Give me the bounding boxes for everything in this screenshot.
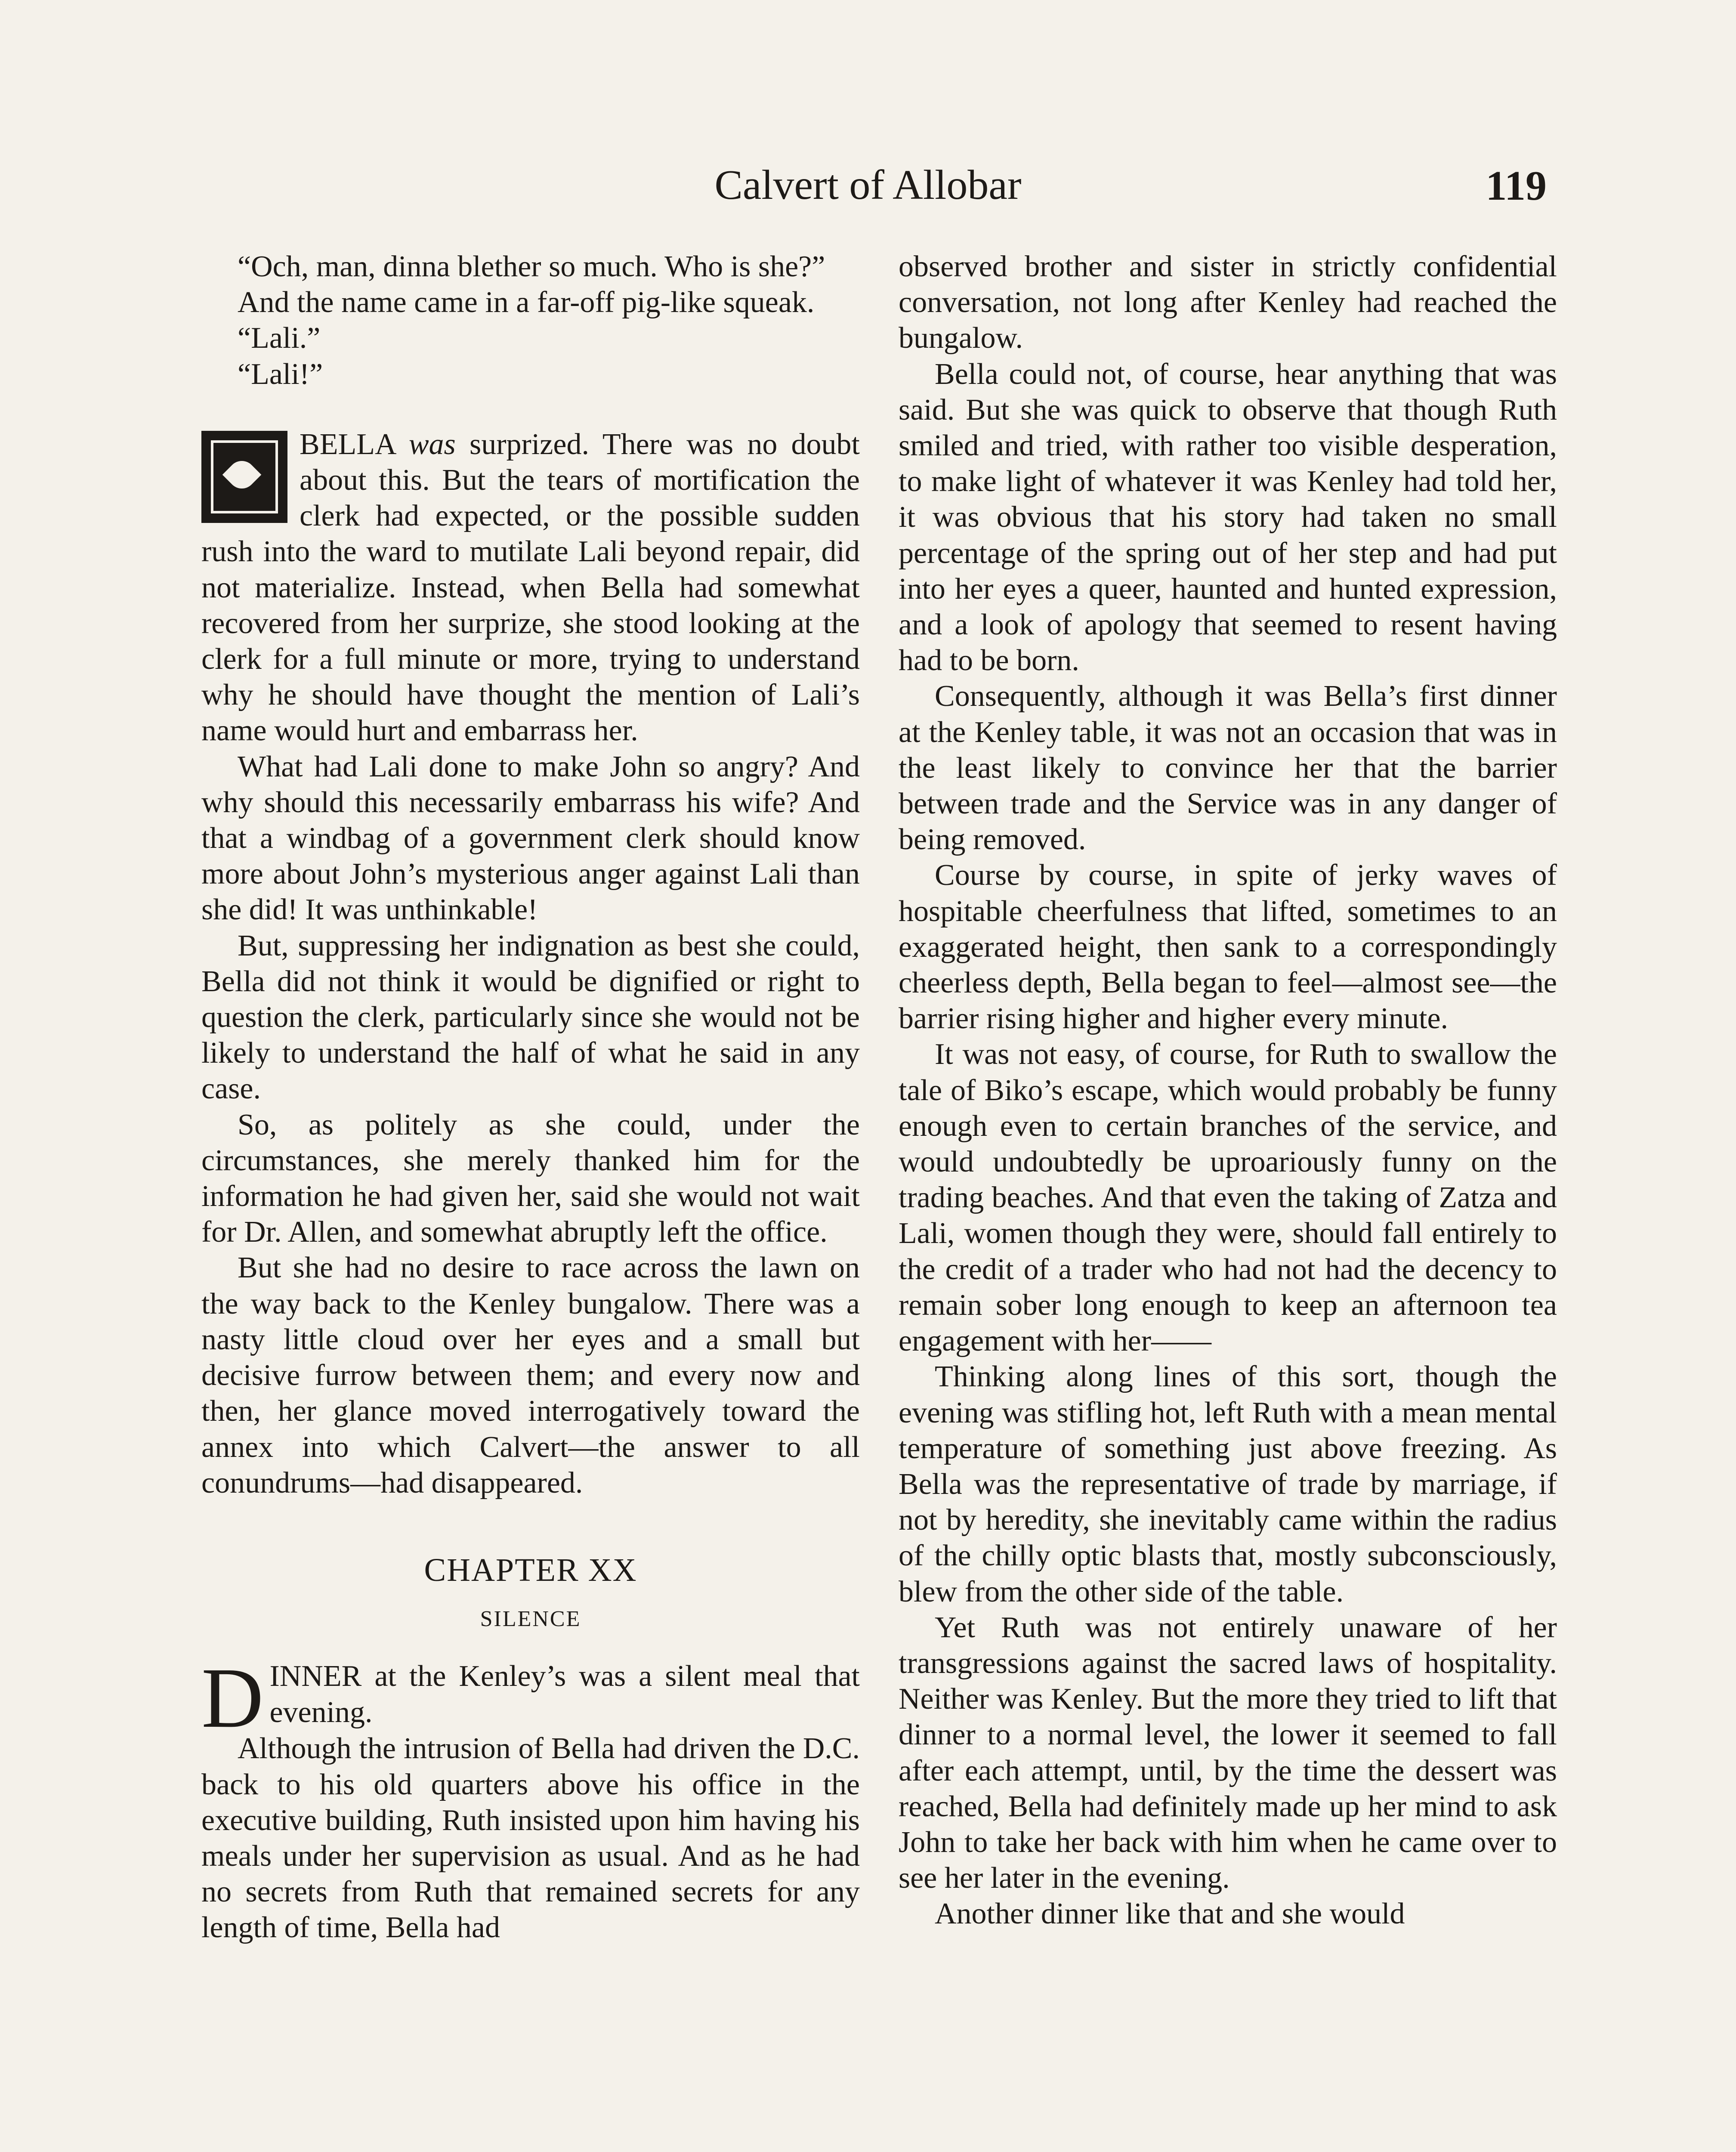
paragraph: Although the intrusion of Bella had driven the D.C. back to his old quarters above his office in the executive building, Ruth insisted upon him having his meals under her supervision as usual. And as he had no secrets from Ruth that remained secrets for any length of time, Bella had [201, 1732, 860, 1945]
paragraph: What had Lali done to make John so angry? And why should this necessarily embarrass his wife? And that a windbag of a government clerk should know more about John’s mysterious anger against Lali than she did! It was unthinkable! [201, 750, 860, 927]
paragraph-with-drop-cap [201, 1651, 860, 1746]
right-column [899, 249, 1557, 1932]
paragraph: observed brother and sister in strictly confidential conversation, not long after Kenley had reached the bungalow. [899, 250, 1557, 355]
paragraph: So, as politely as she could, under the circumstances, she merely thanked him for the information he had given her, said she would not wait for Dr. Allen, and somewhat abruptly left the office. [201, 1108, 860, 1249]
chapter-subtitle: SILENCE [480, 1607, 581, 1632]
ornamental-initial-icon [201, 431, 287, 523]
paragraph: Consequently, although it was Bella’s first dinner at the Kenley table, it was not an occasion that was in the least likely to convince her that the barrier between trade and the Service was in any danger of being removed. [899, 680, 1557, 856]
section-gap [201, 392, 860, 427]
paragraph: Bella could not, of course, hear anything that was said. But she was quick to observe that though Ruth smiled and tried, with rather too visible desperation, to make light of whatever it was Kenley had told her, it was obvious that his story had taken no small percentage of the spring out of her step and had put into her eyes a queer, haunted and hunted expression, and a look of apology that seemed to resent having had to be born. [899, 357, 1557, 677]
paragraph: But, suppressing her indignation as best she could, Bella did not think it would be dignified or right to question the clerk, particularly since she would not be likely to understand the half of what he said in any case. [201, 929, 860, 1106]
paragraph-start: BELLA [300, 427, 409, 461]
page-number: 119 [1486, 163, 1547, 209]
paragraph: “Lali.” [238, 322, 321, 355]
running-title: Calvert of Allobar [714, 162, 1022, 208]
left-column [201, 249, 860, 1946]
paragraph: It was not easy, of course, for Ruth to swallow the tale of Biko’s escape, which would probably be funny enough even to certain branches of the service, and would undoubtedly be uproariously funny on the trading beaches. And that even the taking of Zatza and Lali, women though they were, should fall entirely to the credit of a trader who had not had the decency to remain sober long enough to keep an afternoon tea engagement with her—— [899, 1038, 1557, 1358]
paragraph: “Och, man, dinna blether so much. Who is she?” [238, 250, 825, 283]
paragraph: And the name came in a far-off pig-like squeak. [238, 286, 815, 319]
chapter-heading: CHAPTER XX [424, 1552, 637, 1588]
paragraph: “Lali!” [238, 357, 323, 391]
paragraph-rest: surprized. There was no doubt about this. But the tears of mortification the clerk had expected, or the possible sudden rush into the ward to mutilate Lali beyond repair, did not materialize. Instead, when Bella had somewhat recovered from her surprize, she stood looking at the clerk for a full minute or more, trying to understand why he should have thought the mention of Lali’s name would hurt and embarrass her. [201, 427, 860, 748]
paragraph: But she had no desire to race across the lawn on the way back to the Kenley bungalow. There was a nasty little cloud over her eyes and a small but decisive furrow between them; and every now and then, her glance moved interrogatively toward the annex into which Calvert—the answer to all conundrums—had disappeared. [201, 1251, 860, 1500]
emphasis: was [408, 427, 456, 461]
paragraph: Yet Ruth was not entirely unaware of her transgressions against the sacred laws of hospitality. Neither was Kenley. But the more they tried to lift that dinner to a normal level, the lower it seemed to fall after each attempt, until, by the time the dessert was reached, Bella had definitely made up her mind to ask John to take her back with him when he came over to see her later in the evening. [899, 1611, 1557, 1895]
paragraph: Course by course, in spite of jerky waves of hospitable cheerfulness that lifted, sometimes to an exaggerated height, then sank to a correspondingly cheerless depth, Bella began to feel—almost see—the barrier rising higher and higher every minute. [899, 859, 1557, 1036]
paragraph: Another dinner like that and she would [935, 1897, 1405, 1931]
paragraph-rest: INNER at the Kenley’s was a silent meal that evening. [269, 1660, 860, 1729]
paragraph: Thinking along lines of this sort, though the evening was stifling hot, left Ruth with a mean mental temperature of something just above freezing. As Bella was the representative of trade by marriage, if not by heredity, she inevitably came within the radius of the chilly optic blasts that, mostly subconsciously, blew from the other side of the table. [899, 1360, 1557, 1608]
paragraph-with-ornament [201, 427, 860, 749]
drop-cap: D [201, 1651, 264, 1746]
